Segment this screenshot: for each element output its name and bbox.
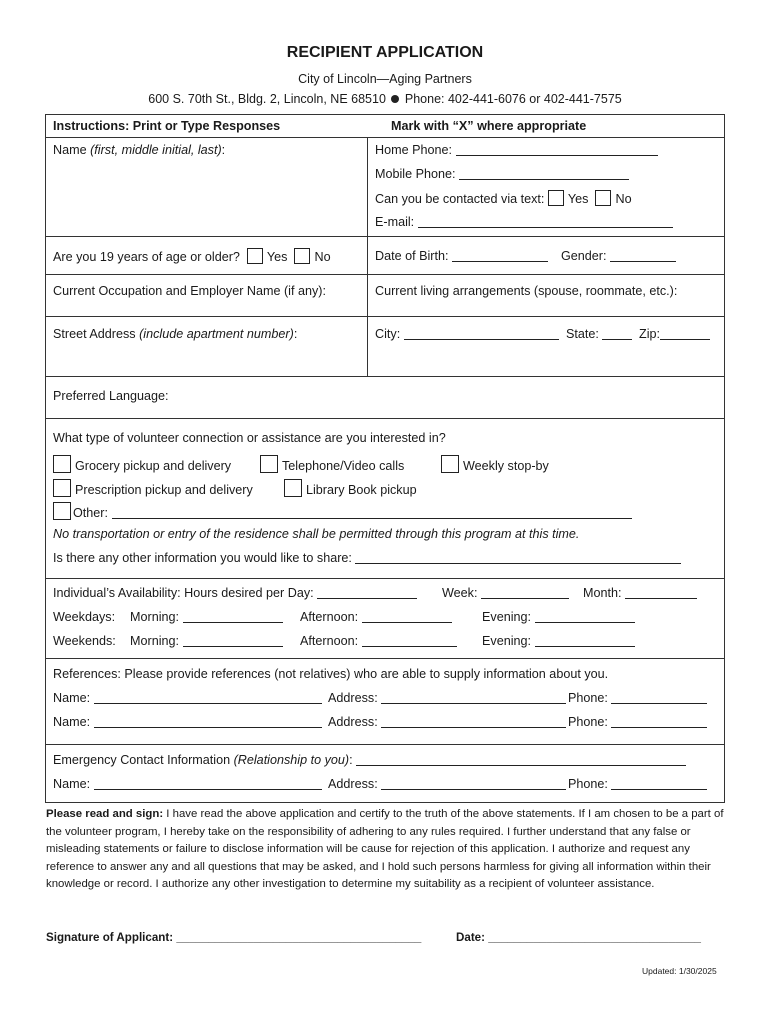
emergency-name-field[interactable]: Name: <box>53 777 322 791</box>
age-question: Are you 19 years of age or older? Yes No <box>53 250 331 264</box>
instructions-right: Mark with “X” where appropriate <box>391 119 587 133</box>
library-checkbox[interactable] <box>284 479 302 497</box>
mobile-phone-field[interactable]: Mobile Phone: <box>375 167 629 181</box>
other-info-field[interactable]: Is there any other information you would like to share: <box>53 551 681 565</box>
living-arrangements-label: Current living arrangements (spouse, roommate, etc.): <box>375 284 678 298</box>
name-label: Name (first, middle initial, last): <box>53 143 226 157</box>
city-field[interactable]: City: <box>375 327 559 341</box>
certification-body: I have read the above application and certify to the truth of the above statements. If I am chosen to be a part of the volunteer program, I hereby take on the responsibility of adhering to any rules required. I further understand that any false or misleading statements or failure to disclose information will be cause for rejection of this application. I authorize and request any reference to answer any and all questions that may be asked, and I hold such persons harmless for giving all information within their knowledge or record. I authorize any other investigation to determine my suitability as a recipient of volunteer assistance. <box>46 808 724 891</box>
weekly-option[interactable]: Weekly stop-by <box>441 455 549 473</box>
text-yes-checkbox[interactable] <box>548 190 564 206</box>
home-phone-field[interactable]: Home Phone: <box>375 143 658 157</box>
certification-paragraph <box>46 806 736 894</box>
text-contact-question: Can you be contacted via text: Yes No <box>375 192 632 206</box>
org-name: City of Lincoln—Aging Partners <box>298 72 472 86</box>
org-address: 600 S. 70th St., Bldg. 2, Lincoln, NE 68510 <box>148 92 386 106</box>
weekend-evening-field[interactable]: Evening: <box>482 634 635 648</box>
telephone-option[interactable]: Telephone/Video calls <box>260 455 404 473</box>
email-field[interactable]: E-mail: <box>375 215 673 229</box>
street-address-label: Street Address (include apartment number): <box>53 327 298 341</box>
emergency-phone-field[interactable]: Phone: <box>568 777 707 791</box>
zip-field[interactable]: Zip: <box>639 327 710 341</box>
updated-date: Updated: 1/30/2025 <box>642 966 717 976</box>
preferred-language-label: Preferred Language: <box>53 389 169 403</box>
other-checkbox[interactable] <box>53 502 71 520</box>
transportation-note: No transportation or entry of the residence shall be permitted through this program at this time. <box>53 527 580 541</box>
bullet-icon <box>391 95 399 103</box>
weekday-morning-field[interactable]: Morning: <box>130 610 283 624</box>
state-field[interactable]: State: <box>566 327 632 341</box>
gender-field[interactable]: Gender: <box>561 249 676 263</box>
dob-field[interactable]: Date of Birth: <box>375 249 548 263</box>
certification-lead: Please read and sign: <box>46 808 164 820</box>
occupation-label: Current Occupation and Employer Name (if any): <box>53 284 326 298</box>
weekday-evening-field[interactable]: Evening: <box>482 610 635 624</box>
hours-per-day-field[interactable]: Individual’s Availability: Hours desired per Day: <box>53 586 417 600</box>
prescription-checkbox[interactable] <box>53 479 71 497</box>
hours-per-month-field[interactable]: Month: <box>583 586 697 600</box>
interest-question: What type of volunteer connection or assistance are you interested in? <box>53 431 446 445</box>
page-title: RECIPIENT APPLICATION <box>286 44 484 61</box>
emergency-contact-field[interactable]: Emergency Contact Information (Relationship to you): <box>53 753 686 767</box>
signature-field[interactable]: Signature of Applicant: ______________________________________ <box>46 931 422 944</box>
weekends-label: Weekends: <box>53 634 116 648</box>
emergency-address-field[interactable]: Address: <box>328 777 566 791</box>
weekdays-label: Weekdays: <box>53 610 116 624</box>
reference-2-phone-field[interactable]: Phone: <box>568 715 707 729</box>
grocery-option[interactable]: Grocery pickup and delivery <box>53 455 231 473</box>
text-no-checkbox[interactable] <box>595 190 611 206</box>
weekly-checkbox[interactable] <box>441 455 459 473</box>
org-phone: Phone: 402-441-6076 or 402-441-7575 <box>404 92 622 106</box>
reference-1-address-field[interactable]: Address: <box>328 691 566 705</box>
weekend-afternoon-field[interactable]: Afternoon: <box>300 634 457 648</box>
age-yes-checkbox[interactable] <box>247 248 263 264</box>
grocery-checkbox[interactable] <box>53 455 71 473</box>
date-field[interactable]: Date: _________________________________ <box>456 931 701 944</box>
instructions-left: Instructions: Print or Type Responses <box>53 119 281 133</box>
reference-1-phone-field[interactable]: Phone: <box>568 691 707 705</box>
reference-2-name-field[interactable]: Name: <box>53 715 322 729</box>
library-option[interactable]: Library Book pickup <box>284 479 417 497</box>
reference-1-name-field[interactable]: Name: <box>53 691 322 705</box>
references-intro: References: Please provide references (not relatives) who are able to supply information about you. <box>53 667 609 681</box>
weekend-morning-field[interactable]: Morning: <box>130 634 283 648</box>
weekday-afternoon-field[interactable]: Afternoon: <box>300 610 452 624</box>
telephone-checkbox[interactable] <box>260 455 278 473</box>
org-contact <box>0 92 770 106</box>
hours-per-week-field[interactable]: Week: <box>442 586 569 600</box>
prescription-option[interactable]: Prescription pickup and delivery <box>53 479 253 497</box>
age-no-checkbox[interactable] <box>294 248 310 264</box>
other-option[interactable]: Other: <box>53 502 632 520</box>
reference-2-address-field[interactable]: Address: <box>328 715 566 729</box>
